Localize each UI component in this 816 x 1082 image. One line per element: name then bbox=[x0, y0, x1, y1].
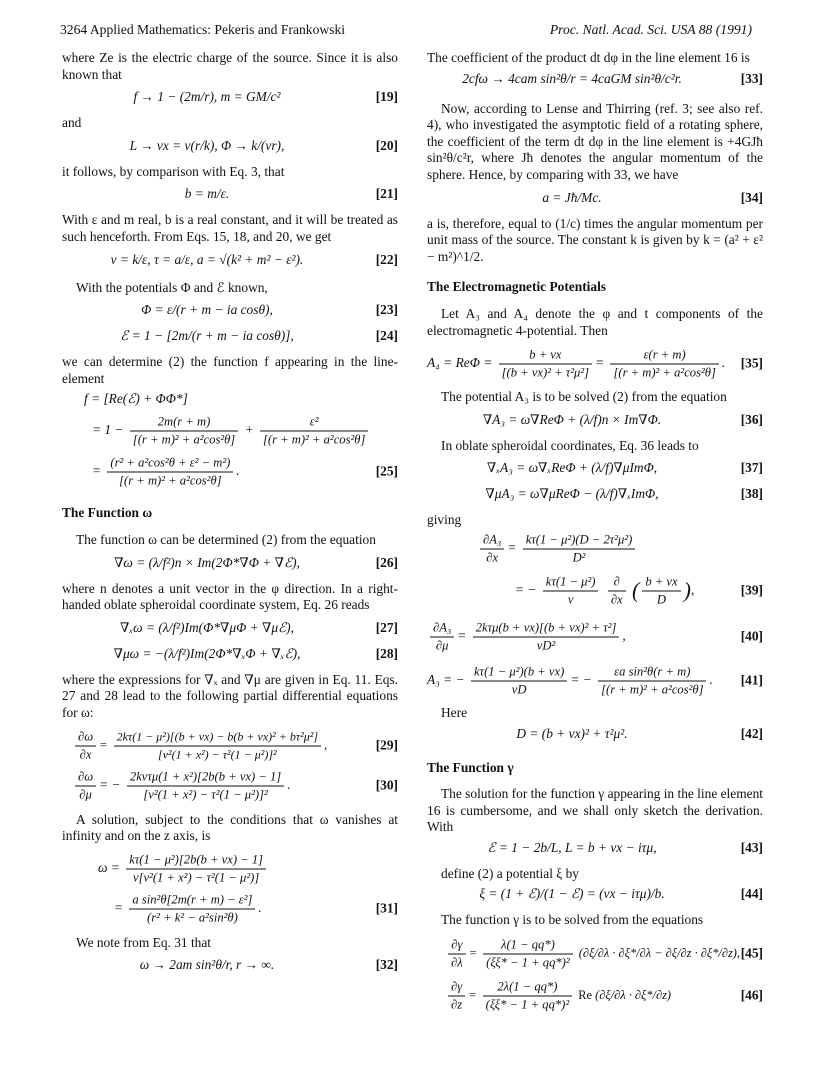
paragraph: The potential A₃ is to be solved (2) from the equation bbox=[441, 389, 727, 405]
equation-21: b = m/ε. [21] bbox=[184, 186, 398, 202]
paragraph: where the expressions for ∇ₓ and ∇μ are given in Eq. 11. Eqs. 27 and 28 lead to the following partial differential equations for ω: bbox=[62, 671, 398, 720]
paragraph: A solution, subject to the conditions that ω vanishes at infinity and on the z axis, is bbox=[62, 811, 398, 844]
equation-40: $\frac{\text{∂A₃}}{\partial\mu}$ = $\frac{\text{2kτμ(b + νx)[(b + νx)² + τ²]}}{\text{νD²}}$ , [40] bbox=[427, 617, 763, 657]
paragraph: Here bbox=[441, 704, 468, 720]
equation-42: D = (b + νx)² + τ²μ². [42] bbox=[516, 725, 763, 741]
equation-22: ν = k/ε, τ = a/ε, a = √(k² + m² − ε²). [22] bbox=[110, 251, 398, 267]
equation-44: ξ = (1 + ℰ)/(1 − ℰ) = (νx − iτμ)/b. [44] bbox=[479, 886, 763, 902]
equation-24: ℰ = 1 − [2m/(r + m − ia cosθ)], [24] bbox=[120, 328, 398, 344]
equation-28: ∇μω = −(λ/f²)Im(2Φ*∇ₓΦ + ∇ₓℰ), [28] bbox=[113, 645, 398, 661]
paragraph: giving bbox=[427, 512, 462, 528]
equation-25-line2: = 1 − $\frac{2m(r + m)}{\text{[(r + m)² + a²cos²θ]}}$ + $\frac{\text{ε²}}{\text{[(r + m)² + a²cos²θ]}}$ bbox=[62, 411, 398, 451]
equation-39-line1: $\frac{\text{∂A₃}}{\partial x}$ = $\frac{\text{kτ(1 − μ²)(D − 2τ²μ²)}}{\text{D²}}$ bbox=[427, 529, 763, 569]
paragraph: we can determine (2) the function f appearing in the line-element bbox=[62, 354, 398, 386]
equation-41: A₃ = − $\frac{\text{kτ(1 − μ²)(b + νx)}}{\nu D}$ = − $\frac{\text{εa sin²θ(r + m)}}{\text{[(r + m)² + a²cos²θ]}}$ . [41] bbox=[427, 664, 763, 697]
paragraph: The function γ is to be solved from the equations bbox=[441, 912, 704, 928]
paragraph: The coefficient of the product dt dφ in the line element 16 is bbox=[427, 50, 750, 65]
equation-34: a = Jħ/Mc. [34] bbox=[542, 189, 763, 205]
equation-25-line3: = $\frac{\text{(r² + a²cos²θ + ε² − m²)}}{\text{[(r + m)² + a²cos²θ]}}$ . [25] bbox=[92, 455, 398, 488]
equation-46: $\frac{\partial\gamma}{\partial z}$ = $\frac{2\lambda(1 - qq*)}{\text{(ξξ* − 1 + qq*)²}}$ Re (∂ξ/∂λ · ∂ξ*/∂z) [46] bbox=[427, 975, 763, 1017]
section-heading: The Function ω bbox=[62, 505, 153, 521]
left-column bbox=[62, 50, 398, 983]
equation-19: f → 1 − (2m/r), m = GM/c² [19] bbox=[133, 89, 398, 105]
equation-43: ℰ = 1 − 2b/L, L = b + νx − iτμ, [43] bbox=[487, 839, 763, 855]
paragraph: We note from Eq. 31 that bbox=[76, 934, 212, 950]
paragraph: With the potentials Φ and ℰ known, bbox=[76, 279, 268, 295]
equation-20: L → νx = ν(r/k), Φ → k/(νr), [20] bbox=[129, 137, 398, 153]
paragraph: define (2) a potential ξ by bbox=[441, 865, 579, 881]
equation-30: $\frac{\partial\omega}{\partial\mu}$ = − $\frac{\text{2kντμ(1 + x²)[2b(b + νx) − 1]}}{\text{[ν²(1 + x²) − τ²(1 − μ²)]²}}$ . [30] bbox=[62, 766, 398, 806]
paragraph: where Ze is the electric charge of the source. Since it is also known that bbox=[62, 50, 398, 82]
paragraph: Let A₃ and A₄ denote the φ and t components of the electromagnetic 4-potential. Then bbox=[427, 305, 763, 338]
equation-39-line2: = − $\frac{\text{kτ(1 − μ²)}}{\nu}$ $\frac{\partial}{\partial x}$ ( $\frac{b + \nu x}{D}$ ), [39] bbox=[515, 574, 763, 607]
paragraph: Now, according to Lense and Thirring (ref. 3; see also ref. 4), who investigated the asymptotic field of a rotating sphere, the coefficient of the term dt dφ in the line element is +4GJħ sin²θ/c²r, where Jħ denotes the angular momentum of the sphere. Hence, by comparing with 33, we have bbox=[427, 100, 763, 182]
paragraph: In oblate spheroidal coordinates, Eq. 36 leads to bbox=[441, 437, 699, 453]
right-column bbox=[427, 50, 763, 1017]
paragraph: a is, therefore, equal to (1/c) times the angular momentum per unit mass of the source. The constant k is given by k = (a² + ε² − m²)^1/2. bbox=[427, 215, 763, 264]
equation-33: 2cfω → 4cam sin²θ/r = 4caGM sin²θ/c²r. [33] bbox=[462, 70, 763, 86]
equation-35: A₄ = ReΦ = $\frac{b + \nu x}{\text{[(b + νx)² + τ²μ²]}}$ = $\frac{\varepsilon(r + m)}{\text{[(r + m)² + a²cos²θ]}}$ . [35] bbox=[427, 347, 763, 380]
paragraph: The solution for the function γ appearing in the line element 16 is cumbersome, and we shall only sketch the derivation. With bbox=[427, 786, 763, 835]
paragraph: With ε and m real, b is a real constant, and it will be treated as such henceforth. From Eqs. 15, 18, and 20, we get bbox=[62, 212, 398, 244]
equation-31-line2: = $\frac{\text{a sin²θ[2m(r + m) − ε²]}}{\text{(r² + k² − a²sin²θ)}}$ . [31] bbox=[114, 892, 398, 925]
equation-32: ω → 2am sin²θ/r, r → ∞. [32] bbox=[139, 957, 398, 973]
equation-36: ∇A₃ = ω∇ReΦ + (λ/f)n × Im∇Φ. [36] bbox=[482, 411, 763, 427]
equation-25-line1: f = [Re(ℰ) + ΦΦ*] bbox=[84, 391, 188, 407]
equation-26: ∇ω = (λ/f²)n × Im(2Φ*∇Φ + ∇ℰ), [26] bbox=[114, 554, 398, 570]
section-heading: The Function γ bbox=[427, 759, 514, 775]
equation-45: $\frac{\partial\gamma}{\partial\lambda}$ = $\frac{\lambda(1 - qq*)}{\text{(ξξ* − 1 + qq*)²}}$ (∂ξ/∂λ · ∂ξ*/∂λ − ∂ξ/∂z · ∂ξ*/∂z), [45] bbox=[427, 933, 763, 975]
equation-31-line1: ω = $\frac{\text{kτ(1 − μ²)[2b(b + νx) − 1]}}{\text{ν[ν²(1 + x²) − τ²(1 − μ²)]}}$ bbox=[62, 849, 398, 889]
equation-38: ∇μA₃ = ω∇μReΦ − (λ/f)∇ₓImΦ, [38] bbox=[485, 486, 763, 502]
running-header-left: 3264 Applied Mathematics: Pekeris and Frankowski bbox=[60, 22, 346, 37]
paragraph: it follows, by comparison with Eq. 3, that bbox=[62, 163, 285, 179]
section-heading: The Electromagnetic Potentials bbox=[427, 279, 607, 295]
equation-37: ∇ₓA₃ = ω∇ₓReΦ + (λ/f)∇μImΦ, [37] bbox=[486, 460, 763, 476]
running-header-right: Proc. Natl. Acad. Sci. USA 88 (1991) bbox=[549, 22, 752, 37]
paragraph: The function ω can be determined (2) from the equation bbox=[76, 531, 376, 547]
equation-23: Φ = ε/(r + m − ia cosθ), [23] bbox=[141, 302, 398, 318]
equation-27: ∇ₓω = (λ/f²)Im(Φ*∇μΦ + ∇μℰ), [27] bbox=[120, 619, 398, 635]
paragraph: and bbox=[62, 115, 82, 131]
paragraph: where n denotes a unit vector in the φ direction. In a right-handed oblate spheroidal coordinate system, Eq. 26 reads bbox=[62, 580, 398, 613]
equation-29: $\frac{\partial\omega}{\partial x}$ = $\frac{\text{2kτ(1 − μ²)[(b + νx) − b(b + νx)² + bτ²μ²]}}{\text{[ν²(1 + x²) − τ²(1 − μ²)]²}}$ , [29] bbox=[62, 726, 398, 766]
